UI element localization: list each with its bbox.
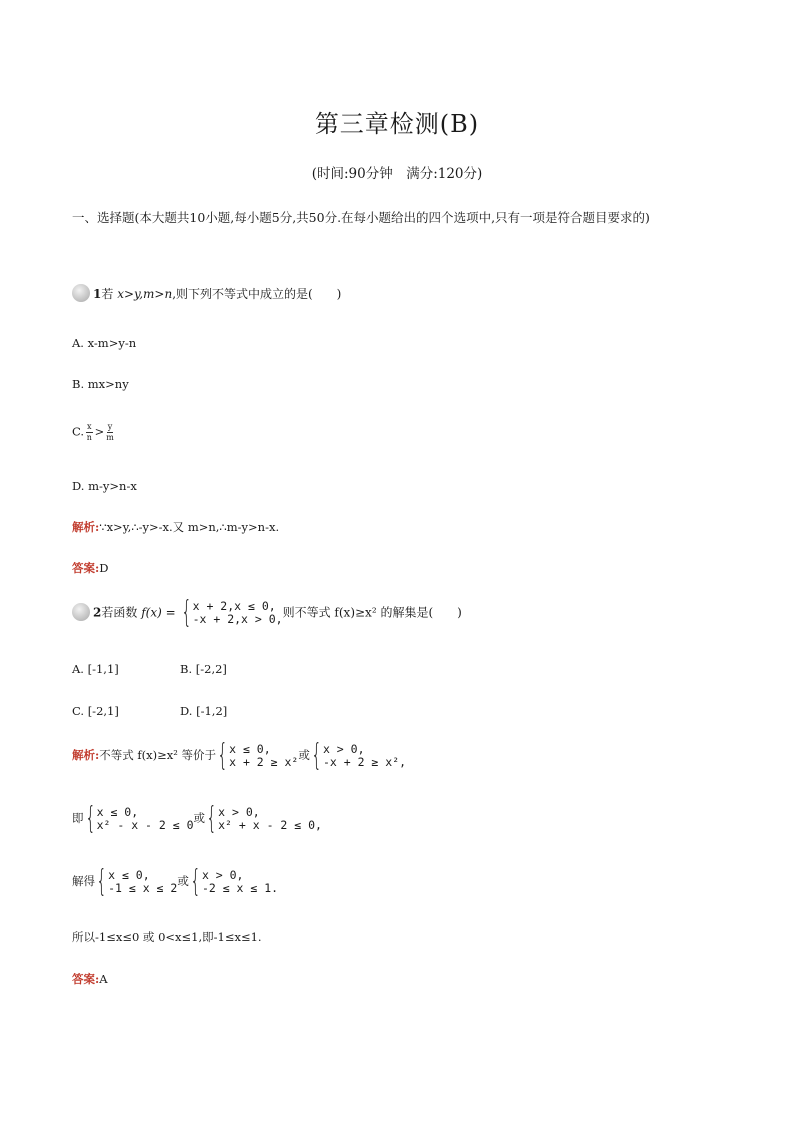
conclusion: 所以-1≤x≤0 或 0<x≤1,即-1≤x≤1.: [72, 930, 262, 944]
system-3: { x ≤ 0, x² - x - 2 ≤ 0: [84, 801, 194, 836]
brace-icon: {: [84, 801, 96, 836]
equals-sign: =: [165, 605, 176, 620]
piecewise-definition: { x + 2,x ≤ 0, -x + 2,x > 0,: [180, 595, 283, 630]
brace-icon: {: [180, 595, 192, 630]
option-d: D. m-y>n-x: [72, 479, 137, 493]
system-4: { x > 0, x² + x - 2 ≤ 0,: [206, 801, 322, 836]
answer-2: [72, 971, 108, 987]
analysis-label: 解析:: [72, 748, 100, 762]
brace-icon: {: [206, 801, 217, 836]
question-stem-prefix: 若函数: [101, 605, 138, 620]
analysis-label: 解析:: [72, 520, 100, 534]
option-a: A. [-1,1]: [72, 662, 119, 676]
question-number: 2: [93, 605, 102, 620]
system-6: { x > 0, -2 ≤ x ≤ 1.: [190, 864, 279, 899]
option-c: C. $\frac{x}{n}$ > $\frac{y}{m}$: [72, 422, 114, 442]
option-d: D. [-1,2]: [180, 704, 228, 718]
analysis-2: 解析:不等式 f(x)≥x² 等价于 { x ≤ 0, x + 2 ≥ x² 或 { x > 0, -x + 2 ≥ x²,: [72, 738, 407, 773]
question-stem-suffix: 则不等式 f(x)≥x² 的解集是( ): [282, 605, 462, 620]
fraction-x-over-n: $\frac{x}{n}$: [86, 422, 92, 442]
function-name: f(x): [141, 605, 162, 620]
question-stem-suffix: ,则下列不等式中成立的是( ): [172, 287, 342, 301]
question-2: [72, 595, 462, 630]
question-1: [72, 284, 341, 302]
answer-label: 答案:: [72, 561, 100, 575]
question-bullet-icon: [72, 603, 90, 621]
section-heading: 一、选择题(本大题共10小题,每小题5分,共50分.在每小题给出的四个选项中,只有一项是符合题目要求的): [72, 210, 650, 225]
option-c-label: C.: [72, 424, 85, 439]
answer-value: D: [99, 561, 109, 575]
question-number: 1: [93, 287, 102, 301]
answer-label: 答案:: [72, 972, 100, 986]
system-2: { x > 0, -x + 2 ≥ x²,: [311, 738, 407, 773]
option-a: A. x-m>y-n: [72, 336, 137, 350]
analysis-intro: 不等式 f(x)≥x² 等价于: [99, 748, 217, 762]
option-b: B. [-2,2]: [180, 662, 227, 676]
option-b: B. mx>ny: [72, 377, 129, 391]
fraction-y-over-m: $\frac{y}{m}$: [106, 422, 114, 442]
system-1: { x ≤ 0, x + 2 ≥ x²: [217, 738, 299, 773]
brace-icon: {: [311, 738, 322, 773]
option-c: C. [-2,1]: [72, 704, 119, 718]
system-5: { x ≤ 0, -1 ≤ x ≤ 2: [96, 864, 178, 899]
analysis-step-2: 即 { x ≤ 0, x² - x - 2 ≤ 0 或 { x > 0, x² + x - 2 ≤ 0,: [72, 801, 322, 836]
page-title: 第三章检测(B): [314, 110, 480, 138]
question-stem-prefix: 若: [101, 287, 114, 301]
exam-info: (时间:90分钟 满分:120分): [311, 166, 483, 182]
analysis-1: [72, 519, 279, 535]
brace-icon: {: [190, 864, 201, 899]
analysis-text: ∵x>y,∴-y>-x.又 m>n,∴m-y>n-x.: [99, 520, 280, 534]
brace-icon: {: [217, 738, 228, 773]
answer-value: A: [99, 972, 108, 986]
brace-icon: {: [96, 864, 107, 899]
analysis-step-3: 解得 { x ≤ 0, -1 ≤ x ≤ 2 或 { x > 0, -2 ≤ x ≤ 1.: [72, 864, 279, 899]
answer-1: [72, 560, 108, 576]
question-condition: x>y,m>n: [117, 287, 173, 301]
question-bullet-icon: [72, 284, 90, 302]
